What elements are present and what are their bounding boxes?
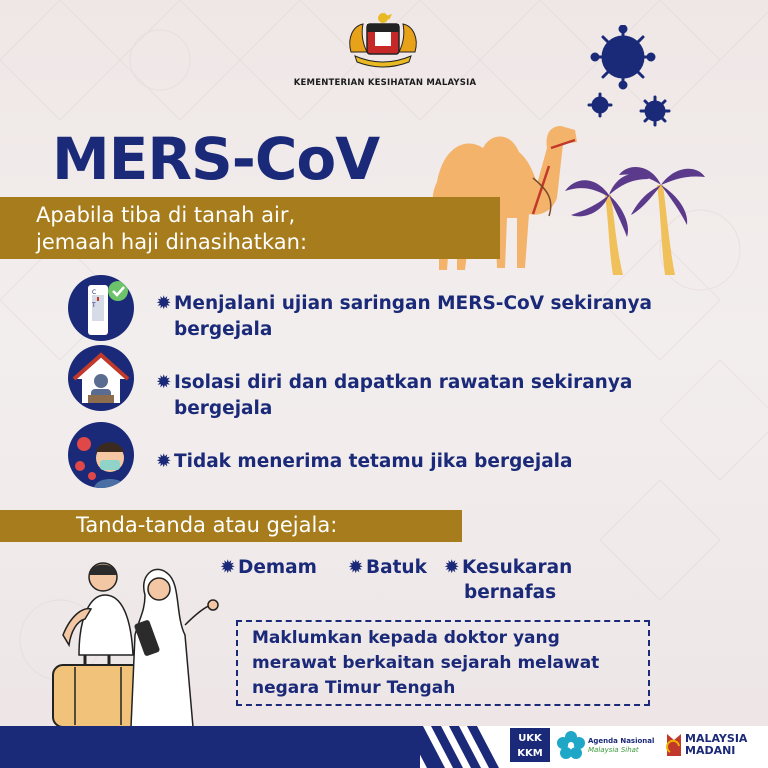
advice-item-1-line2: bergejala bbox=[174, 319, 273, 340]
advice-item-1 bbox=[156, 291, 652, 343]
kkm-logo-text: KKM bbox=[517, 748, 543, 759]
advice-item-3 bbox=[156, 449, 573, 475]
bullet-virus-icon: ✹ bbox=[348, 557, 364, 578]
ukk-kkm-logo bbox=[510, 728, 550, 762]
ministry-name: KEMENTERIAN KESIHATAN MALAYSIA bbox=[293, 78, 477, 88]
agenda-line2: Malaysia Sihat bbox=[588, 746, 639, 754]
virus-icon-group bbox=[585, 25, 705, 135]
madani-line2: MADANI bbox=[685, 744, 736, 757]
pilgrims-illustration bbox=[35, 555, 225, 730]
advice-heading bbox=[36, 202, 307, 256]
symptom-cough-label: Batuk bbox=[366, 557, 427, 578]
agenda-line1: Agenda Nasional bbox=[588, 737, 655, 745]
advice-item-3-line1: Tidak menerima tetamu jika bergejala bbox=[174, 451, 573, 472]
doctor-notice-box bbox=[236, 620, 650, 706]
advice-item-2 bbox=[156, 370, 632, 422]
agenda-nasional-logo bbox=[556, 728, 656, 764]
malaysia-madani-logo bbox=[665, 728, 760, 764]
notice-line1: Maklumkan kepada doktor yang bbox=[252, 628, 560, 648]
virus-patient-icon bbox=[68, 422, 134, 488]
symptom-breathing bbox=[444, 555, 572, 605]
advice-item-2-line1: Isolasi diri dan dapatkan rawatan sekiranya bbox=[174, 372, 633, 393]
footer-bar bbox=[0, 726, 420, 768]
home-isolation-icon bbox=[68, 345, 134, 411]
advice-item-1-line1: Menjalani ujian saringan MERS-CoV sekiranya bbox=[174, 293, 653, 314]
advice-item-2-line2: bergejala bbox=[174, 398, 273, 419]
advice-heading-line1: Apabila tiba di tanah air, bbox=[36, 203, 296, 227]
notice-line2: merawat berkaitan sejarah melawat bbox=[252, 653, 600, 673]
madani-line1: MALAYSIA bbox=[685, 732, 748, 745]
bullet-virus-icon: ✹ bbox=[444, 557, 460, 578]
page-title: MERS-CoV bbox=[52, 125, 380, 193]
symptom-breathing-line1: Kesukaran bbox=[462, 557, 573, 578]
symptom-breathing-line2: bernafas bbox=[464, 582, 557, 603]
symptom-cough bbox=[348, 555, 427, 580]
advice-heading-line2: jemaah haji dinasihatkan: bbox=[36, 230, 308, 254]
svg-text:C: C bbox=[92, 289, 97, 296]
symptom-fever-label: Demam bbox=[238, 557, 317, 578]
bullet-virus-icon: ✹ bbox=[156, 293, 172, 314]
symptom-fever bbox=[220, 555, 317, 580]
svg-text:T: T bbox=[92, 302, 96, 309]
test-kit-icon bbox=[68, 275, 134, 341]
palm-trees-illustration bbox=[565, 155, 710, 275]
hibiscus-icon bbox=[556, 730, 586, 760]
footer-stripes bbox=[405, 726, 500, 768]
advice-heading-band bbox=[0, 197, 500, 259]
bullet-virus-icon: ✹ bbox=[156, 372, 172, 393]
symptoms-heading-band bbox=[0, 510, 462, 542]
symptoms-heading: Tanda-tanda atau gejala: bbox=[76, 513, 338, 537]
bullet-virus-icon: ✹ bbox=[220, 557, 236, 578]
notice-line3: negara Timur Tengah bbox=[252, 678, 456, 698]
madani-emblem-icon bbox=[665, 730, 683, 760]
ukk-logo-text: UKK bbox=[518, 733, 542, 744]
coat-of-arms-logo bbox=[345, 8, 421, 70]
bullet-virus-icon: ✹ bbox=[156, 451, 172, 472]
